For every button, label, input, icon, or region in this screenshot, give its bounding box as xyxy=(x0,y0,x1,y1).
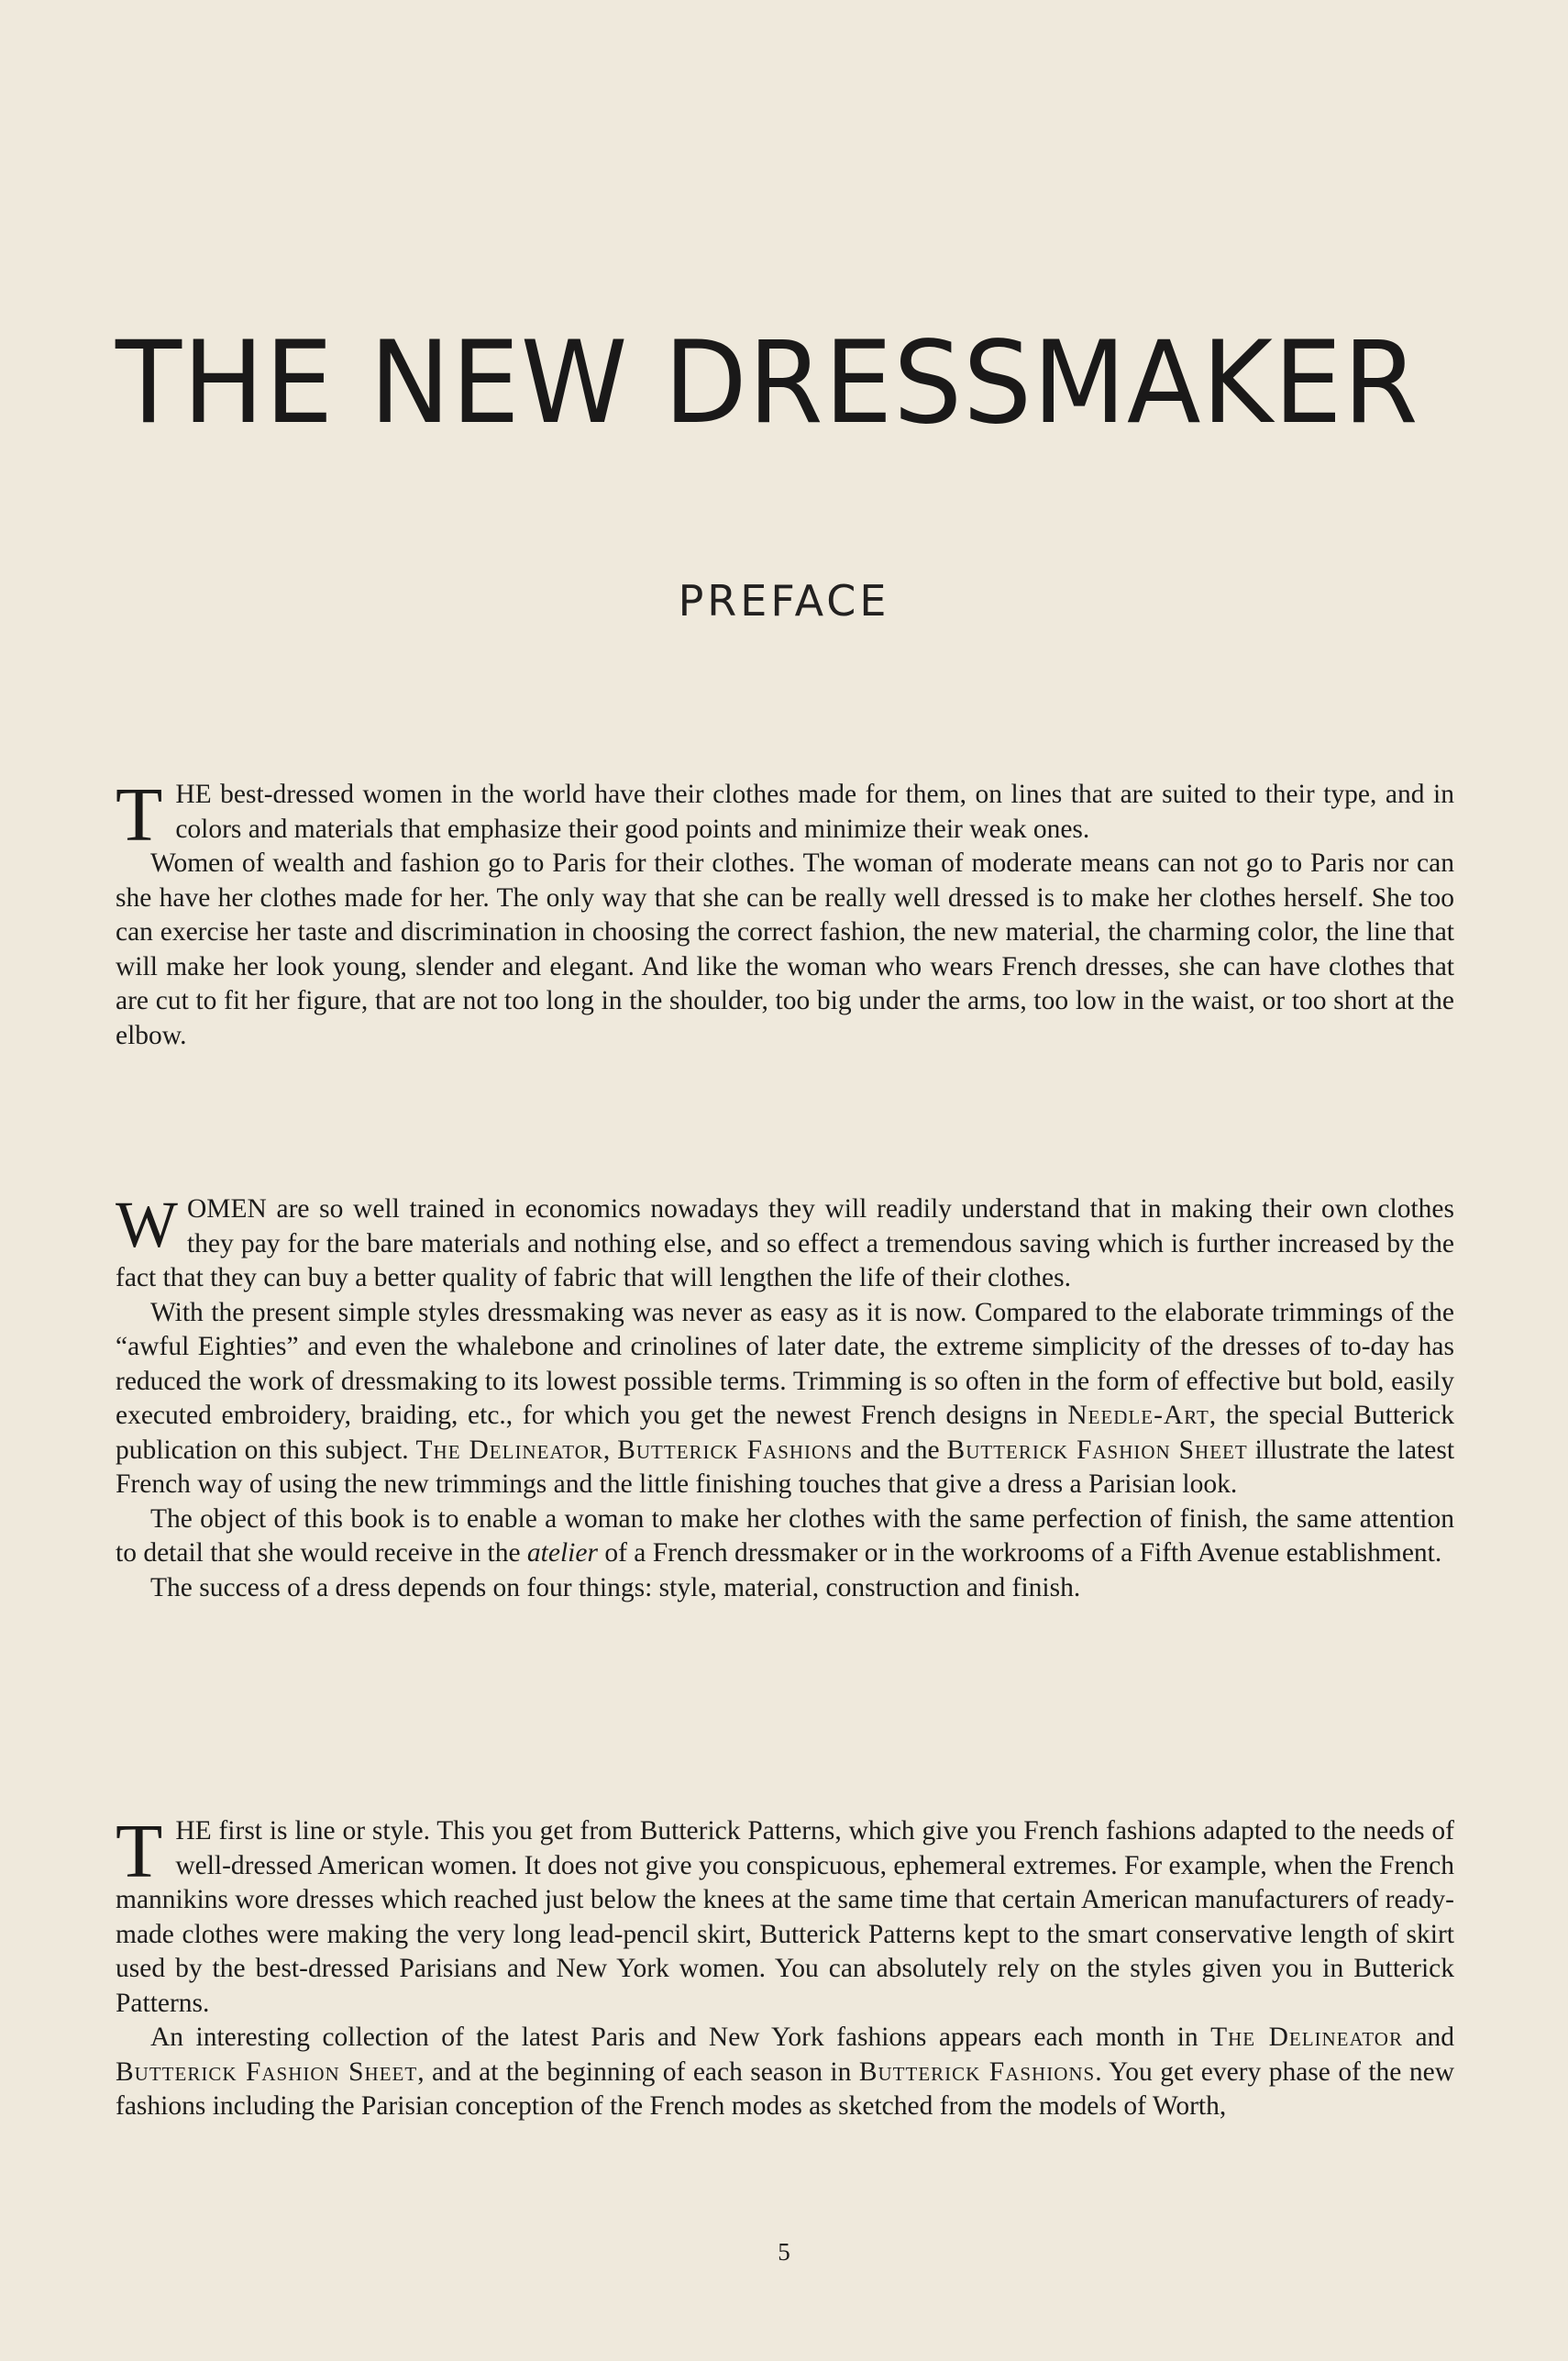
preface-section-1 xyxy=(116,772,1454,1053)
paragraph xyxy=(116,1502,1454,1571)
publication-name: Butterick Fashion Sheet xyxy=(116,2056,418,2087)
paragraph-text: of a French dressmaker or in the workrooms of a Fifth Avenue establishment. xyxy=(604,1538,1442,1568)
publication-name: The Delineator xyxy=(1210,2023,1403,2052)
paragraph xyxy=(116,1188,1454,1296)
page-number: 5 xyxy=(778,2238,790,2266)
paragraph xyxy=(116,772,1454,858)
drop-cap: T xyxy=(116,1809,163,1894)
paragraph xyxy=(116,1809,1454,2021)
preface-section-3 xyxy=(116,1809,1455,2124)
paragraph-text: HE best-dressed women in the world have their clothes made for them, on lines that are suited to their type, and in colors and materials that emphasize their good points and minimize their weak ones. xyxy=(175,780,1454,844)
paragraph-text: , the special Butterick publication on this subject. xyxy=(116,1401,1454,1465)
paragraph-text: OMEN are so well trained in economics nowadays they will readily understand that in making their own clothes they pay for the bare materials and nothing else, and so effect a tremendous saving which is further increased by the fact that they can buy a better quality of fabric that will lengthen the life of their clothes. xyxy=(116,1194,1454,1292)
paragraph-text: , and at the beginning of each season in xyxy=(417,2056,852,2087)
paragraph-text: and the xyxy=(860,1435,940,1465)
publication-name: Butterick Fashions xyxy=(858,2056,1096,2087)
paragraph-text: . You get every phase of the new fashions including the Parisian conception of the French modes as sketched from the models of Worth, xyxy=(116,2056,1455,2121)
paragraph-text: and xyxy=(1415,2023,1455,2052)
paragraph xyxy=(116,1296,1454,1502)
drop-cap: T xyxy=(116,772,163,858)
paragraph-text: illustrate the latest French way of using the new trimmings and the little finishing touches that give a dress a Parisian look. xyxy=(116,1435,1455,1499)
paragraph-text: The object of this book is to enable a woman to make her clothes with the same perfection of finish, the same attention to detail that she would receive in the xyxy=(116,1503,1454,1568)
preface-section-2 xyxy=(116,1188,1455,1605)
paragraph-text: , xyxy=(602,1435,611,1465)
publication-name: Needle-Art xyxy=(1067,1401,1209,1430)
italic-term: atelier xyxy=(526,1538,598,1568)
publication-name: The Delineator xyxy=(415,1435,603,1465)
drop-cap: W xyxy=(116,1188,178,1261)
paragraph-text: HE first is line or style. This you get from Butterick Patterns, which give you French fashions adapted to the needs of well-dressed American women. It does not give you conspicuous, ephemeral extremes. For example, when the French mannikins wore dresses which reached just below the knees at the same time that certain American manufacturers of ready-made clothes were making the very long lead-pencil skirt, Butterick Patterns kept to the smart conservative length of skirt used by the best-dressed Parisians and New York women. You can absolutely rely on the styles given you in Butterick Patterns. xyxy=(116,1816,1454,2018)
paragraph-text: An interesting collection of the latest Paris and New York fashions appears each month in xyxy=(150,2023,1198,2052)
book-title: THE NEW DRESSMAKER xyxy=(116,316,1419,449)
publication-name: Butterick Fashion Sheet xyxy=(946,1435,1248,1465)
paragraph xyxy=(116,2021,1454,2124)
publication-name: Butterick Fashions xyxy=(617,1435,854,1465)
section-heading-preface: PREFACE xyxy=(678,576,890,626)
paragraph-text: With the present simple styles dressmaking was never as easy as it is now. Compared to the elaborate trimmings of the “awful Eighties” and even the whalebone and crinolines of later date, the extreme simplicity of the dresses of to-day has reduced the work of dressmaking to its lowest possible terms. Trimming is so often in the form of effective but bold, easily executed embroidery, braiding, etc., for which you get the newest French designs in xyxy=(116,1297,1454,1430)
paragraph: The success of a dress depends on four things: style, material, construction and finish. xyxy=(150,1572,1081,1602)
paragraph: Women of wealth and fashion go to Paris for their clothes. The woman of moderate means can not go to Paris nor can she have her clothes made for her. The only way that she can be really well dressed is to make her clothes herself. She too can exercise her taste and discrimination in choosing the correct fashion, the new material, the charming color, the line that will make her look young, slender and elegant. And like the woman who wears French dresses, she can have clothes that are cut to fit her figure, that are not too long in the shoulder, too big under the arms, too low in the waist, or too short at the elbow. xyxy=(116,848,1454,1050)
